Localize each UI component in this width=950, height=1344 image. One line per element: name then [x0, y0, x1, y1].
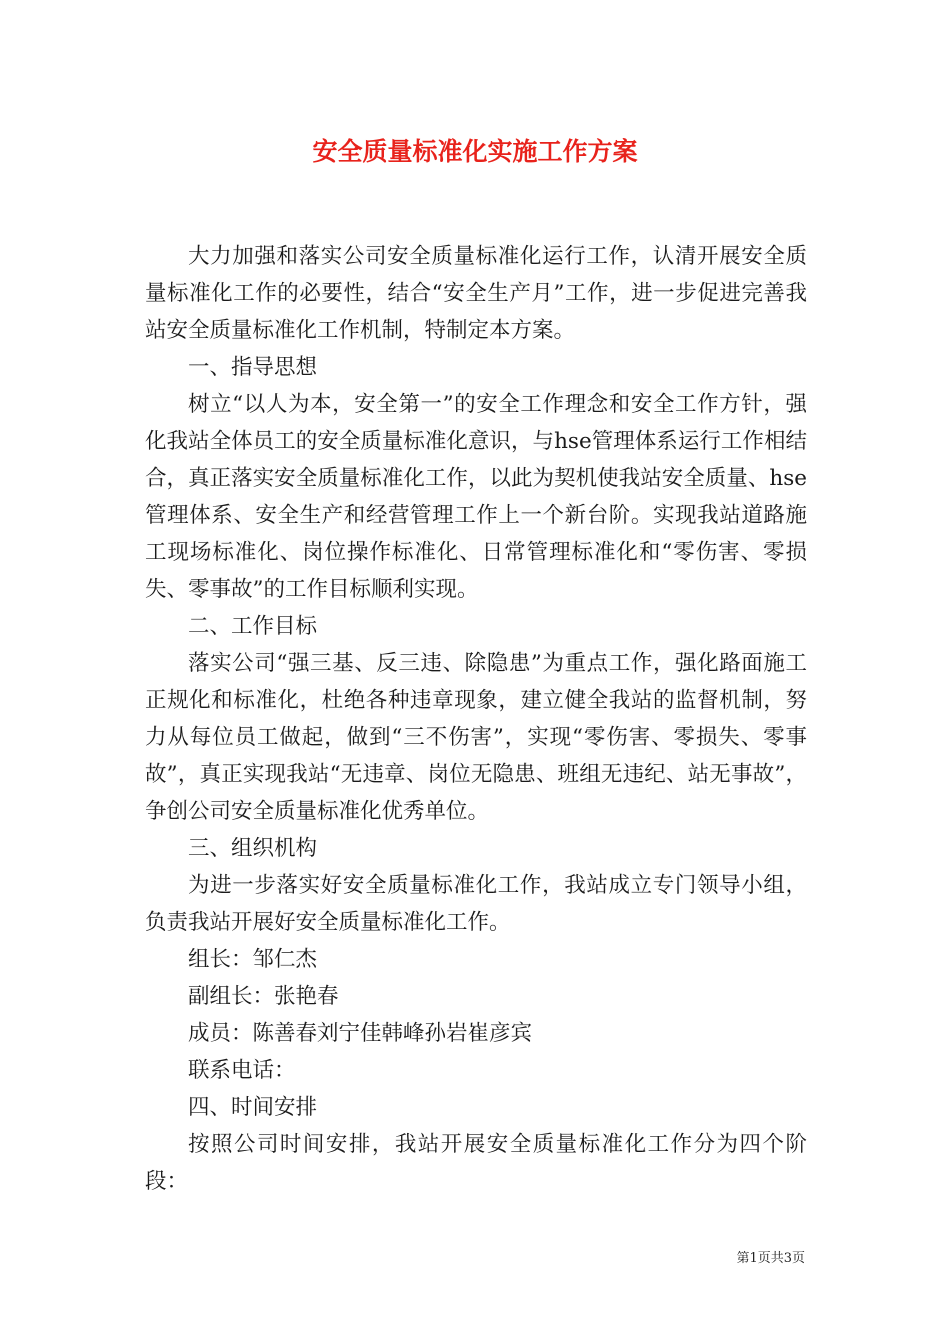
members-line: 成员：陈善春刘宁佳韩峰孙岩崔彦宾 — [188, 1021, 533, 1046]
work-goals-paragraph: 落实公司“强三基、反三违、除隐患”为重点工作，强化路面施工正规化和标准化，杜绝各种违章现象，建立健全我站的监督机制，努力从每位员工做起，做到“三不伤害”，实现“零伤害、零损失、零事故”，真正实现我站“无违章、岗位无隐患、班组无违纪、站无事故”，争创公司安全质量标准化优秀单位。 — [145, 651, 807, 824]
guiding-ideology-paragraph: 树立“以人为本，安全第一”的安全工作理念和安全工作方针，强化我站全体员工的安全质量标准化意识，与hse管理体系运行工作相结合，真正落实安全质量标准化工作，以此为契机使我站安全质量、hse管理体系、安全生产和经营管理工作上一个新台阶。实现我站道路施工现场标准化、岗位操作标准化、日常管理标准化和“零伤害、零损失、零事故”的工作目标顺利实现。 — [145, 392, 807, 602]
organization-paragraph: 为进一步落实好安全质量标准化工作，我站成立专门领导小组，负责我站开展好安全质量标准化工作。 — [145, 873, 807, 935]
section-heading-organization: 三、组织机构 — [188, 836, 318, 861]
document-title: 安全质量标准化实施工作方案 — [312, 137, 638, 166]
document-body — [145, 238, 807, 1200]
section-heading-schedule: 四、时间安排 — [188, 1095, 318, 1120]
team-leader-line: 组长：邹仁杰 — [188, 947, 318, 972]
page-number-footer: 第1页共3页 — [736, 1251, 805, 1266]
schedule-paragraph: 按照公司时间安排，我站开展安全质量标准化工作分为四个阶段： — [145, 1132, 807, 1194]
intro-paragraph: 大力加强和落实公司安全质量标准化运行工作，认清开展安全质量标准化工作的必要性，结合“安全生产月”工作，进一步促进完善我站安全质量标准化工作机制，特制定本方案。 — [145, 244, 807, 343]
section-heading-work-goals: 二、工作目标 — [188, 614, 318, 639]
deputy-leader-line: 副组长：张艳春 — [188, 984, 339, 1009]
section-heading-guiding-ideology: 一、指导思想 — [188, 355, 318, 380]
contact-phone-line: 联系电话： — [188, 1058, 296, 1083]
